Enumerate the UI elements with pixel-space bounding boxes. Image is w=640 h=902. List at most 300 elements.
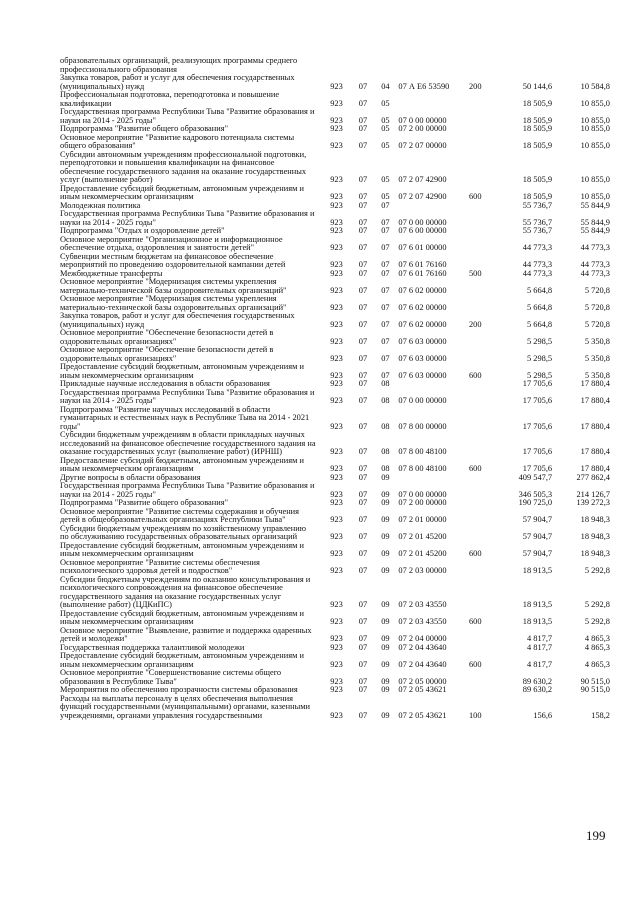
row-ved: 923 — [330, 566, 343, 575]
table-row — [60, 236, 610, 253]
row-name: Мероприятия по обеспечению прозрачности системы образования — [60, 685, 298, 694]
row-pr: 07 — [381, 336, 390, 346]
row-rz: 07 — [358, 353, 368, 363]
row-sum-2023: 5 350,8 — [584, 370, 610, 380]
row-rz: 07 — [358, 642, 368, 652]
row-sum-2023: 5 292,8 — [584, 600, 610, 609]
row-pr: 08 — [381, 396, 390, 405]
row-pr: 09 — [381, 642, 390, 652]
row-sum-2023: 44 773,3 — [580, 268, 610, 278]
row-sum-2022: 57 904,7 — [522, 532, 553, 541]
row-pr: 05 — [381, 124, 390, 133]
table-row — [60, 406, 610, 432]
row-ved: 923 — [330, 642, 343, 652]
row-vr: 600 — [468, 370, 482, 380]
row-sum-2022: 55 736,7 — [522, 226, 553, 235]
row-name: Основное мероприятие "Обеспечение безопасности детей в оздоровительных организациях" — [60, 345, 274, 363]
row-pr: 09 — [381, 685, 390, 694]
row-sum-2022: 18 505,9 — [522, 98, 553, 108]
row-ved: 923 — [330, 685, 343, 694]
row-rz: 07 — [358, 472, 368, 482]
row-sum-2022: 18 505,9 — [522, 124, 553, 133]
row-vr: 600 — [468, 464, 482, 473]
row-csr: 07 6 00 00000 — [398, 226, 447, 235]
row-sum-2022: 89 630,2 — [522, 685, 553, 694]
row-ved: 923 — [330, 302, 343, 312]
row-name: Государственная программа Республики Тыва "Развитие образования и науки на 2014 - 2025 годы" — [60, 209, 315, 227]
row-pr: 09 — [381, 617, 390, 626]
row-ved: 923 — [330, 600, 343, 609]
row-sum-2023: 55 844,9 — [580, 226, 610, 235]
row-sum-2022: 18 505,9 — [522, 115, 553, 125]
row-sum-2023: 18 948,3 — [580, 515, 610, 524]
row-pr: 04 — [381, 81, 390, 91]
row-csr: 07 2 04 43640 — [398, 642, 447, 652]
row-sum-2023: 10 855,0 — [580, 124, 610, 133]
row-csr: 07 2 07 42900 — [398, 192, 447, 201]
table-row — [60, 74, 610, 91]
table-row — [60, 312, 610, 329]
row-vr: 500 — [468, 268, 482, 278]
row-sum-2022: 5 664,8 — [526, 285, 553, 295]
table-row — [60, 278, 610, 295]
row-sum-2022: 57 904,7 — [522, 549, 553, 558]
row-sum-2022: 409 547,7 — [518, 472, 553, 482]
row-pr: 09 — [381, 515, 390, 524]
row-csr: 07 2 05 43621 — [398, 685, 447, 694]
row-sum-2022: 4 817,7 — [526, 634, 553, 643]
row-pr: 09 — [381, 472, 390, 482]
table-row — [60, 210, 610, 227]
row-pr: 08 — [381, 379, 390, 388]
row-pr: 05 — [381, 98, 390, 108]
row-name: Предоставление субсидий бюджетным, автономным учреждениям и иным некоммерческим организациям — [60, 540, 304, 558]
row-csr: 07 2 05 00000 — [398, 676, 447, 686]
row-sum-2022: 17 705,6 — [522, 396, 553, 405]
row-sum-2023: 277 862,4 — [576, 472, 610, 482]
row-csr: 07 2 01 45200 — [398, 549, 447, 558]
table-row — [60, 576, 610, 610]
row-ved: 923 — [330, 532, 343, 541]
row-rz: 07 — [358, 302, 368, 312]
row-rz: 07 — [358, 515, 368, 524]
row-pr: 09 — [381, 498, 390, 507]
row-rz: 07 — [358, 200, 368, 210]
row-ved: 923 — [330, 464, 343, 473]
row-sum-2022: 18 505,9 — [522, 141, 553, 150]
row-sum-2023: 158,2 — [591, 710, 610, 720]
row-name: Основное мероприятие "Модернизация системы укрепления материально-технической базы оздоровительных организаций" — [60, 277, 287, 295]
row-ved: 923 — [330, 115, 343, 125]
row-pr: 09 — [381, 710, 390, 720]
row-csr: 07 2 01 00000 — [398, 515, 447, 524]
table-row — [60, 253, 610, 270]
row-csr: 07 6 02 00000 — [398, 302, 447, 312]
row-ved: 923 — [330, 659, 343, 669]
row-sum-2022: 50 144,6 — [522, 81, 553, 91]
table-row — [60, 108, 610, 125]
row-rz: 07 — [358, 319, 368, 329]
row-csr: 07 2 04 00000 — [398, 634, 447, 643]
row-sum-2022: 17 705,6 — [522, 464, 553, 473]
row-csr: 07 2 00 00000 — [398, 498, 447, 507]
row-sum-2023: 55 844,9 — [580, 200, 610, 210]
row-csr: 07 А Е6 53590 — [398, 81, 450, 91]
page-number: 199 — [586, 828, 606, 843]
row-ved: 923 — [330, 515, 343, 524]
row-sum-2022: 190 725,0 — [518, 498, 553, 507]
row-name: Подпрограмма "Развитие общего образования" — [60, 498, 229, 507]
table-row — [60, 295, 610, 312]
row-name: Предоставление субсидий бюджетным, автономным учреждениям и иным некоммерческим организациям — [60, 183, 304, 201]
row-sum-2023: 5 292,8 — [584, 617, 610, 626]
row-sum-2023: 10 855,0 — [580, 192, 610, 201]
row-sum-2022: 57 904,7 — [522, 515, 553, 524]
row-ved: 923 — [330, 81, 343, 91]
row-pr: 07 — [381, 285, 390, 295]
row-sum-2022: 5 664,8 — [526, 319, 553, 329]
table-row — [60, 542, 610, 559]
row-csr: 07 6 03 00000 — [398, 370, 447, 380]
row-pr: 07 — [381, 217, 390, 227]
row-sum-2023: 214 126,7 — [576, 489, 610, 499]
row-vr: 600 — [468, 659, 482, 669]
row-name: Предоставление субсидий бюджетным, автономным учреждениям и иным некоммерческим организациям — [60, 608, 304, 626]
table-row — [60, 610, 610, 627]
row-name: Закупка товаров, работ и услуг для обеспечения государственных (муниципальных) нужд — [60, 73, 295, 91]
row-csr: 07 6 03 00000 — [398, 336, 447, 346]
row-ved: 923 — [330, 472, 343, 482]
table-row — [60, 508, 610, 525]
row-ved: 923 — [330, 353, 343, 363]
row-name: Государственная программа Республики Тыва "Развитие образования и науки на 2014 - 2025 годы" — [60, 387, 315, 405]
row-rz: 07 — [358, 379, 368, 388]
row-rz: 07 — [358, 226, 368, 235]
row-sum-2023: 5 350,8 — [584, 353, 610, 363]
row-rz: 07 — [358, 634, 368, 643]
row-vr: 600 — [468, 192, 482, 201]
table-row — [60, 134, 610, 151]
row-ved: 923 — [330, 226, 343, 235]
row-ved: 923 — [330, 396, 343, 405]
row-pr: 09 — [381, 659, 390, 669]
row-pr: 09 — [381, 489, 390, 499]
row-csr: 07 8 00 00000 — [398, 421, 447, 431]
row-ved: 923 — [330, 243, 343, 252]
row-pr: 07 — [381, 302, 390, 312]
row-ved: 923 — [330, 498, 343, 507]
table-row — [60, 559, 610, 576]
row-name: Основное мероприятие "Совершенствование системы общего образования в Республике Тыва" — [60, 668, 282, 686]
row-sum-2022: 18 505,9 — [522, 192, 553, 201]
row-sum-2023: 139 272,3 — [576, 498, 610, 507]
row-pr: 05 — [381, 192, 390, 201]
row-rz: 07 — [358, 81, 368, 91]
row-sum-2022: 17 705,6 — [522, 447, 553, 456]
row-csr: 07 8 00 48100 — [398, 447, 447, 456]
row-csr: 07 6 02 00000 — [398, 285, 447, 295]
row-csr: 07 6 01 76160 — [398, 268, 447, 278]
row-ved: 923 — [330, 217, 343, 227]
row-name: Субсидии автономным учреждениям профессиональной подготовки, переподготовки и повышения квалификации на финансовое обеспечение государственного задания на оказание государственных услуг (выполнение работ) — [60, 149, 307, 184]
row-rz: 07 — [358, 447, 368, 456]
row-sum-2023: 5 350,8 — [584, 336, 610, 346]
row-rz: 07 — [358, 617, 368, 626]
row-pr: 09 — [381, 549, 390, 558]
row-pr: 09 — [381, 600, 390, 609]
row-sum-2022: 18 913,5 — [522, 566, 553, 575]
row-name: Основное мероприятие "Выявление, развитие и поддержка одаренных детей и молодежи" — [60, 625, 312, 643]
row-sum-2023: 44 773,3 — [580, 260, 610, 269]
table-row — [60, 151, 610, 185]
row-sum-2022: 4 817,7 — [526, 659, 553, 669]
row-sum-2023: 10 855,0 — [580, 175, 610, 184]
row-csr: 07 6 02 00000 — [398, 319, 447, 329]
row-pr: 05 — [381, 115, 390, 125]
row-sum-2023: 10 584,8 — [580, 81, 610, 91]
row-csr: 07 2 07 00000 — [398, 141, 447, 150]
row-sum-2022: 18 505,9 — [522, 175, 553, 184]
row-sum-2023: 17 880,4 — [580, 396, 610, 405]
row-sum-2022: 44 773,3 — [522, 243, 553, 252]
row-rz: 07 — [358, 98, 368, 108]
row-ved: 923 — [330, 379, 343, 388]
row-sum-2023: 4 865,3 — [584, 659, 610, 669]
row-csr: 07 6 01 00000 — [398, 243, 447, 252]
row-pr: 09 — [381, 634, 390, 643]
row-rz: 07 — [358, 285, 368, 295]
row-sum-2023: 17 880,4 — [580, 447, 610, 456]
row-ved: 923 — [330, 175, 343, 184]
row-csr: 07 2 05 43621 — [398, 710, 447, 720]
row-sum-2023: 90 515,0 — [580, 676, 610, 686]
row-rz: 07 — [358, 260, 368, 269]
row-name: Основное мероприятие "Обеспечение безопасности детей в оздоровительных организациях" — [60, 328, 274, 346]
row-name: Государственная программа Республики Тыва "Развитие образования и науки на 2014 - 2025 годы" — [60, 107, 315, 125]
row-sum-2022: 4 817,7 — [526, 642, 553, 652]
row-name: Основное мероприятие "Развитие системы содержания и обучения детей в общеобразовательных организациях Республики Тыва" — [60, 506, 300, 524]
row-sum-2023: 17 880,4 — [580, 464, 610, 473]
table-row — [60, 695, 610, 721]
table-row — [60, 457, 610, 474]
row-sum-2023: 10 855,0 — [580, 141, 610, 150]
row-sum-2023: 10 855,0 — [580, 98, 610, 108]
row-pr: 09 — [381, 676, 390, 686]
row-ved: 923 — [330, 617, 343, 626]
row-sum-2023: 5 292,8 — [584, 566, 610, 575]
row-rz: 07 — [358, 421, 368, 431]
row-vr: 200 — [468, 319, 482, 329]
row-rz: 07 — [358, 685, 368, 694]
row-ved: 923 — [330, 370, 343, 380]
row-name: Основное мероприятие "Развитие системы обеспечения психологического здоровья детей и подростков" — [60, 557, 260, 575]
row-pr: 07 — [381, 260, 390, 269]
row-name: Субсидии бюджетным учреждениям в области прикладных научных исследований на финансовое обеспечение государственного задания на оказание государственных услуг (выполнение работ) (ИРНШ) — [60, 430, 316, 456]
row-ved: 923 — [330, 319, 343, 329]
row-sum-2022: 55 736,7 — [522, 217, 553, 227]
row-sum-2023: 4 865,3 — [584, 634, 610, 643]
row-name: Субсидии бюджетным учреждениям по оказанию консультирования и психологического сопровождения на финансовое обеспечение государственного задания на оказание государственных услуг (выполнение работ) (ЦДКиПС) — [60, 574, 311, 609]
row-ved: 923 — [330, 268, 343, 278]
row-vr: 100 — [468, 710, 482, 720]
row-rz: 07 — [358, 115, 368, 125]
row-rz: 07 — [358, 336, 368, 346]
row-sum-2023: 18 948,3 — [580, 549, 610, 558]
row-sum-2023: 17 880,4 — [580, 379, 610, 388]
row-pr: 08 — [381, 447, 390, 456]
row-rz: 07 — [358, 600, 368, 609]
table-row — [60, 91, 610, 108]
row-rz: 07 — [358, 489, 368, 499]
row-ved: 923 — [330, 676, 343, 686]
row-csr: 07 2 03 43550 — [398, 600, 447, 609]
row-sum-2022: 44 773,3 — [522, 268, 553, 278]
row-rz: 07 — [358, 566, 368, 575]
row-rz: 07 — [358, 464, 368, 473]
row-ved: 923 — [330, 141, 343, 150]
row-sum-2022: 44 773,3 — [522, 260, 553, 269]
table-row — [60, 57, 610, 74]
row-sum-2022: 346 505,3 — [518, 489, 553, 499]
row-name: Субвенции местным бюджетам на финансовое обеспечение мероприятий по проведению оздоровительной кампании детей — [60, 251, 286, 269]
row-rz: 07 — [358, 659, 368, 669]
row-rz: 07 — [358, 549, 368, 558]
row-ved: 923 — [330, 489, 343, 499]
row-sum-2022: 156,6 — [533, 710, 553, 720]
row-name: Предоставление субсидий бюджетным, автономным учреждениям и иным некоммерческим организациям — [60, 455, 304, 473]
row-ved: 923 — [330, 98, 343, 108]
row-sum-2022: 17 705,6 — [522, 421, 553, 431]
row-name: Подпрограмма "Отдых и оздоровление детей" — [60, 226, 225, 235]
row-name: образовательных организаций, реализующих программы среднего профессионального образования — [60, 56, 298, 74]
row-pr: 07 — [381, 268, 390, 278]
row-pr: 07 — [381, 226, 390, 235]
row-name: Молодежная политика — [60, 200, 141, 210]
row-pr: 05 — [381, 175, 390, 184]
row-pr: 07 — [381, 353, 390, 363]
row-rz: 07 — [358, 532, 368, 541]
row-name: Подпрограмма "Развитие общего образования" — [60, 124, 229, 133]
row-name: Основное мероприятие "Организационное и информационное обеспечение отдыха, оздоровления и занятости детей" — [60, 234, 283, 252]
row-rz: 07 — [358, 710, 368, 720]
row-sum-2022: 5 664,8 — [526, 302, 553, 312]
row-pr: 05 — [381, 141, 390, 150]
table-row — [60, 431, 610, 457]
row-sum-2022: 5 298,5 — [526, 336, 553, 346]
row-rz: 07 — [358, 243, 368, 252]
row-sum-2022: 18 913,5 — [522, 617, 553, 626]
row-sum-2022: 55 736,7 — [522, 200, 553, 210]
row-name: Основное мероприятие "Модернизация системы укрепления материально-технической базы оздоровительных организаций" — [60, 294, 287, 312]
row-csr: 07 2 01 45200 — [398, 532, 447, 541]
row-csr: 07 2 04 43640 — [398, 659, 447, 669]
row-sum-2023: 10 855,0 — [580, 115, 610, 125]
table-row — [60, 525, 610, 542]
row-rz: 07 — [358, 268, 368, 278]
row-ved: 923 — [330, 200, 343, 210]
row-pr: 08 — [381, 464, 390, 473]
row-sum-2023: 5 720,8 — [584, 302, 610, 312]
row-name: Основное мероприятие "Развитие кадрового потенциала системы общего образования" — [60, 132, 295, 150]
row-ved: 923 — [330, 124, 343, 133]
row-name: Предоставление субсидий бюджетным, автономным учреждениям и иным некоммерческим организациям — [60, 362, 304, 380]
table-row — [60, 185, 610, 202]
row-csr: 07 0 00 00000 — [398, 396, 447, 405]
row-csr: 07 0 00 00000 — [398, 115, 447, 125]
row-ved: 923 — [330, 447, 343, 456]
row-ved: 923 — [330, 192, 343, 201]
row-csr: 07 0 00 00000 — [398, 489, 447, 499]
row-pr: 07 — [381, 319, 390, 329]
row-rz: 07 — [358, 141, 368, 150]
row-rz: 07 — [358, 498, 368, 507]
row-rz: 07 — [358, 124, 368, 133]
table-row — [60, 627, 610, 644]
row-rz: 07 — [358, 217, 368, 227]
row-pr: 09 — [381, 532, 390, 541]
row-vr: 600 — [468, 549, 482, 558]
row-sum-2023: 4 865,3 — [584, 642, 610, 652]
row-vr: 200 — [468, 81, 482, 91]
row-ved: 923 — [330, 421, 343, 431]
row-sum-2023: 5 720,8 — [584, 285, 610, 295]
row-csr: 07 6 03 00000 — [398, 353, 447, 363]
table-row — [60, 652, 610, 669]
row-sum-2023: 55 844,9 — [580, 217, 610, 227]
row-rz: 07 — [358, 175, 368, 184]
row-ved: 923 — [330, 285, 343, 295]
row-sum-2023: 5 720,8 — [584, 319, 610, 329]
table-row — [60, 669, 610, 686]
row-ved: 923 — [330, 710, 343, 720]
row-name: Межбюджетные трансферты — [60, 268, 163, 278]
row-sum-2022: 5 298,5 — [526, 353, 553, 363]
row-sum-2022: 5 298,5 — [526, 370, 553, 380]
row-csr: 07 0 00 00000 — [398, 217, 447, 227]
row-rz: 07 — [358, 396, 368, 405]
row-name: Государственная программа Республики Тыва "Развитие образования и науки на 2014 - 2025 годы" — [60, 481, 315, 499]
row-ved: 923 — [330, 549, 343, 558]
row-name: Государственная поддержка талантливой молодежи — [60, 642, 245, 652]
row-sum-2023: 17 880,4 — [580, 421, 610, 431]
row-pr: 07 — [381, 200, 390, 210]
row-csr: 07 2 07 42900 — [398, 175, 447, 184]
row-name: Подпрограмма "Развитие научных исследований в области гуманитарных и естественных наук в Республике Тыва на 2014 - 2021 годы" — [60, 404, 310, 431]
table-row — [60, 482, 610, 499]
row-csr: 07 8 00 48100 — [398, 464, 447, 473]
table-row — [60, 389, 610, 406]
row-name: Субсидии бюджетным учреждениям по хозяйственному управлению по обслуживанию государственных образовательных организаций — [60, 523, 306, 541]
row-csr: 07 6 01 76160 — [398, 260, 447, 269]
row-name: Профессиональная подготовка, переподготовка и повышение квалификации — [60, 90, 280, 108]
table-row — [60, 363, 610, 380]
row-rz: 07 — [358, 192, 368, 201]
row-name: Предоставление субсидий бюджетным, автономным учреждениям и иным некоммерческим организациям — [60, 651, 304, 669]
row-pr: 07 — [381, 370, 390, 380]
table-row — [60, 329, 610, 346]
row-name: Закупка товаров, работ и услуг для обеспечения государственных (муниципальных) нужд — [60, 311, 295, 329]
row-rz: 07 — [358, 676, 368, 686]
table-row — [60, 346, 610, 363]
budget-table — [60, 57, 610, 720]
row-pr: 09 — [381, 566, 390, 575]
row-ved: 923 — [330, 336, 343, 346]
row-name: Расходы на выплаты персоналу в целях обеспечения выполнения функций государственными (муниципальными) органами, казенными учреждениями, органами управления государственными — [60, 693, 311, 720]
row-sum-2023: 44 773,3 — [580, 243, 610, 252]
row-sum-2022: 89 630,2 — [522, 676, 553, 686]
row-vr: 600 — [468, 617, 482, 626]
row-name: Прикладные научные исследования в области образования — [60, 379, 270, 388]
